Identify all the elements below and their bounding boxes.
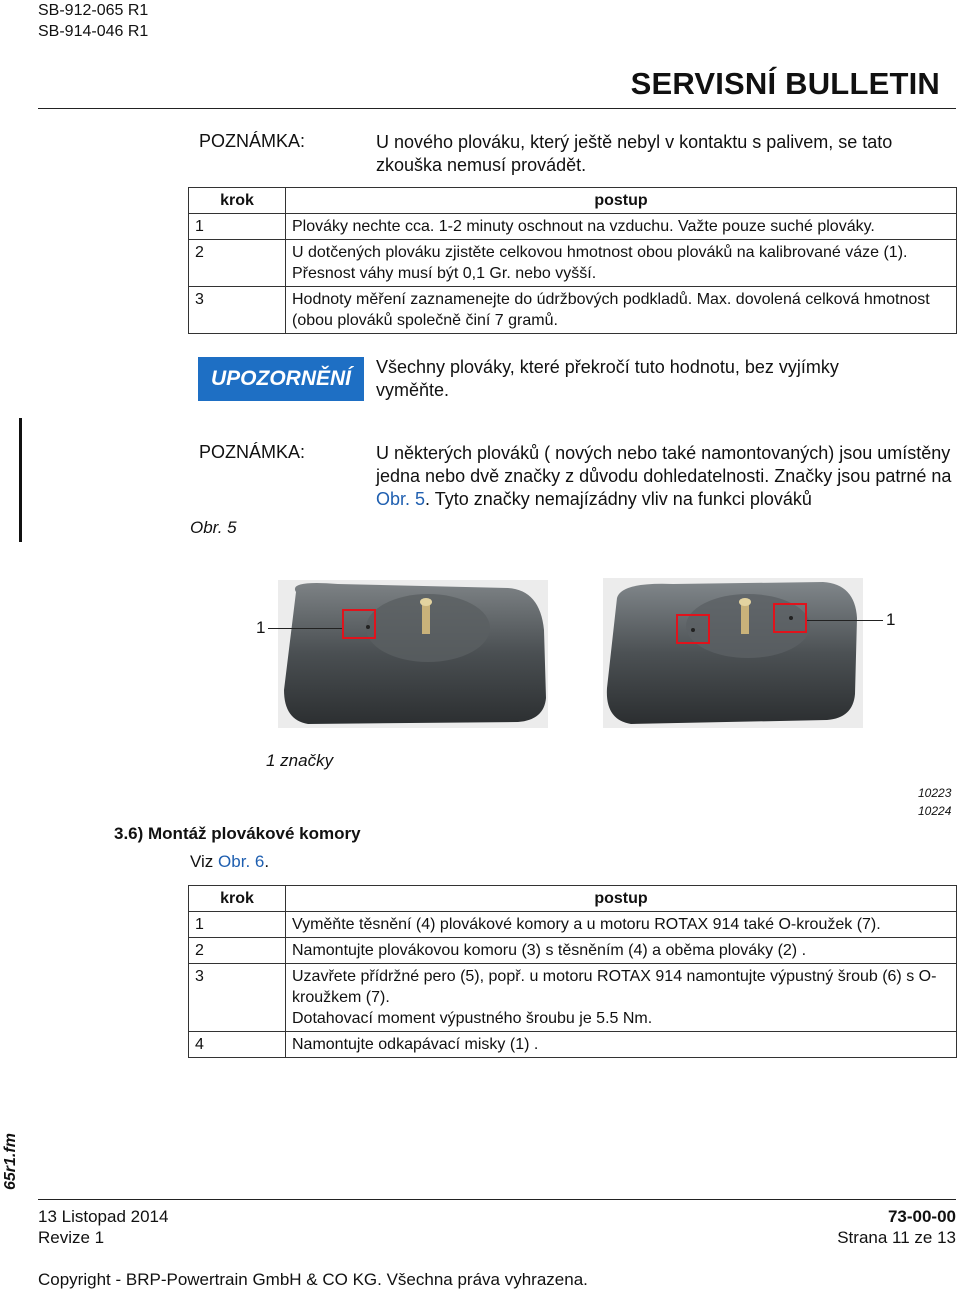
marking-highlight [676, 614, 710, 644]
float-photo-left [278, 580, 548, 728]
note-label: POZNÁMKA: [199, 131, 306, 151]
source-file-label: 65r1.fm [2, 1133, 19, 1190]
see-figure-text [190, 852, 269, 872]
callout-number: 1 [886, 610, 896, 629]
note-text [376, 442, 958, 511]
table-row [189, 214, 957, 240]
table-header-row [189, 188, 957, 214]
note-label: POZNÁMKA: [199, 442, 306, 462]
figure-code: 10224 [918, 804, 952, 818]
step-number: 1 [189, 214, 286, 240]
page-title: SERVISNÍ BULLETIN [630, 66, 940, 101]
figure-link[interactable]: Obr. 5 [376, 489, 426, 509]
chapter-number: 73-00-00 [887, 1207, 956, 1226]
float-photo-right [603, 578, 863, 728]
col-step-header: krok [189, 188, 286, 214]
step-text: Dotahovací moment výpustného šroubu je 5.5 Nm. [292, 1010, 653, 1027]
warning-text: Všechny plováky, které překročí tuto hodnotu, bez vyjímky vyměňte. [376, 357, 839, 400]
note-text-part: . Tyto značky nemajízádny vliv na funkci plováků [425, 489, 812, 509]
steps-table-2 [188, 885, 957, 1058]
step-number: 4 [189, 1032, 286, 1058]
note-text-part: U některých plováků ( nových nebo také namontovaných) jsou umístěny jedna nebo dvě značky z důvodu dohledatelnosti. Značky jsou patrné na [376, 443, 952, 486]
col-procedure-header: postup [286, 886, 957, 912]
callout-number: 1 [256, 618, 266, 637]
revision-change-bar [19, 418, 22, 542]
step-text: Hodnoty měření zaznamenejte do údržbových podkladů. Max. dovolená celková hmotnost (obou plováků společně činí 7 gramů. [286, 287, 957, 334]
table-row [189, 240, 957, 287]
leader-line [807, 620, 883, 621]
table-row [189, 287, 957, 334]
step-text-cell [286, 964, 957, 1032]
issue-date: 13 Listopad 2014 [38, 1207, 169, 1226]
see-suffix: . [264, 852, 270, 871]
table-row [189, 938, 957, 964]
page-number: Strana 11 ze 13 [837, 1228, 956, 1247]
marking-highlight [773, 603, 807, 633]
table-row [189, 964, 957, 1032]
step-number: 2 [189, 938, 286, 964]
header-rule [38, 108, 956, 109]
col-step-header: krok [189, 886, 286, 912]
leader-line [268, 628, 342, 629]
col-procedure-header: postup [286, 188, 957, 214]
section-heading: 3.6) Montáž plovákové komory [114, 824, 361, 843]
step-number: 3 [189, 287, 286, 334]
step-text: Plováky nechte cca. 1-2 minuty oschnout na vzduchu. Važte pouze suché plováky. [286, 214, 957, 240]
footer-rule [38, 1199, 956, 1200]
step-number: 3 [189, 964, 286, 1032]
figure-code: 10223 [918, 786, 952, 800]
step-text: Namontujte plovákovou komoru (3) s těsněním (4) a oběma plováky (2) . [286, 938, 957, 964]
step-number: 2 [189, 240, 286, 287]
figure-legend: 1 značky [266, 751, 334, 770]
document-ref-1: SB-912-065 R1 [38, 2, 149, 19]
figure-caption: Obr. 5 [190, 518, 237, 537]
table-header-row [189, 886, 957, 912]
copyright: Copyright - BRP-Powertrain GmbH & CO KG. Všechna práva vyhrazena. [38, 1270, 588, 1289]
steps-table-1 [188, 187, 957, 334]
table-row [189, 1032, 957, 1058]
warning-badge: UPOZORNĚNÍ [198, 357, 364, 401]
marking-highlight [342, 609, 376, 639]
table-row [189, 912, 957, 938]
step-text: U dotčených plováku zjistěte celkovou hmotnost obou plováků na kalibrované váze (1). Přesnost váhy musí být 0,1 Gr. nebo vyšší. [286, 240, 957, 287]
document-ref-2: SB-914-046 R1 [38, 23, 149, 40]
figure-link[interactable]: Obr. 6 [218, 852, 265, 871]
step-text: Uzavřete přídržné pero (5), popř. u motoru ROTAX 914 namontujte výpustný šroub (6) s O-kroužkem (7). [292, 968, 937, 1006]
see-prefix: Viz [190, 852, 219, 871]
note-text: U nového plováku, který ještě nebyl v kontaktu s palivem, se tato zkouška nemusí provádět. [376, 132, 893, 175]
step-text: Namontujte odkapávací misky (1) . [286, 1032, 957, 1058]
step-number: 1 [189, 912, 286, 938]
step-text: Vyměňte těsnění (4) plovákové komory a u motoru ROTAX 914 také O-kroužek (7). [286, 912, 957, 938]
revision: Revize 1 [38, 1228, 105, 1247]
